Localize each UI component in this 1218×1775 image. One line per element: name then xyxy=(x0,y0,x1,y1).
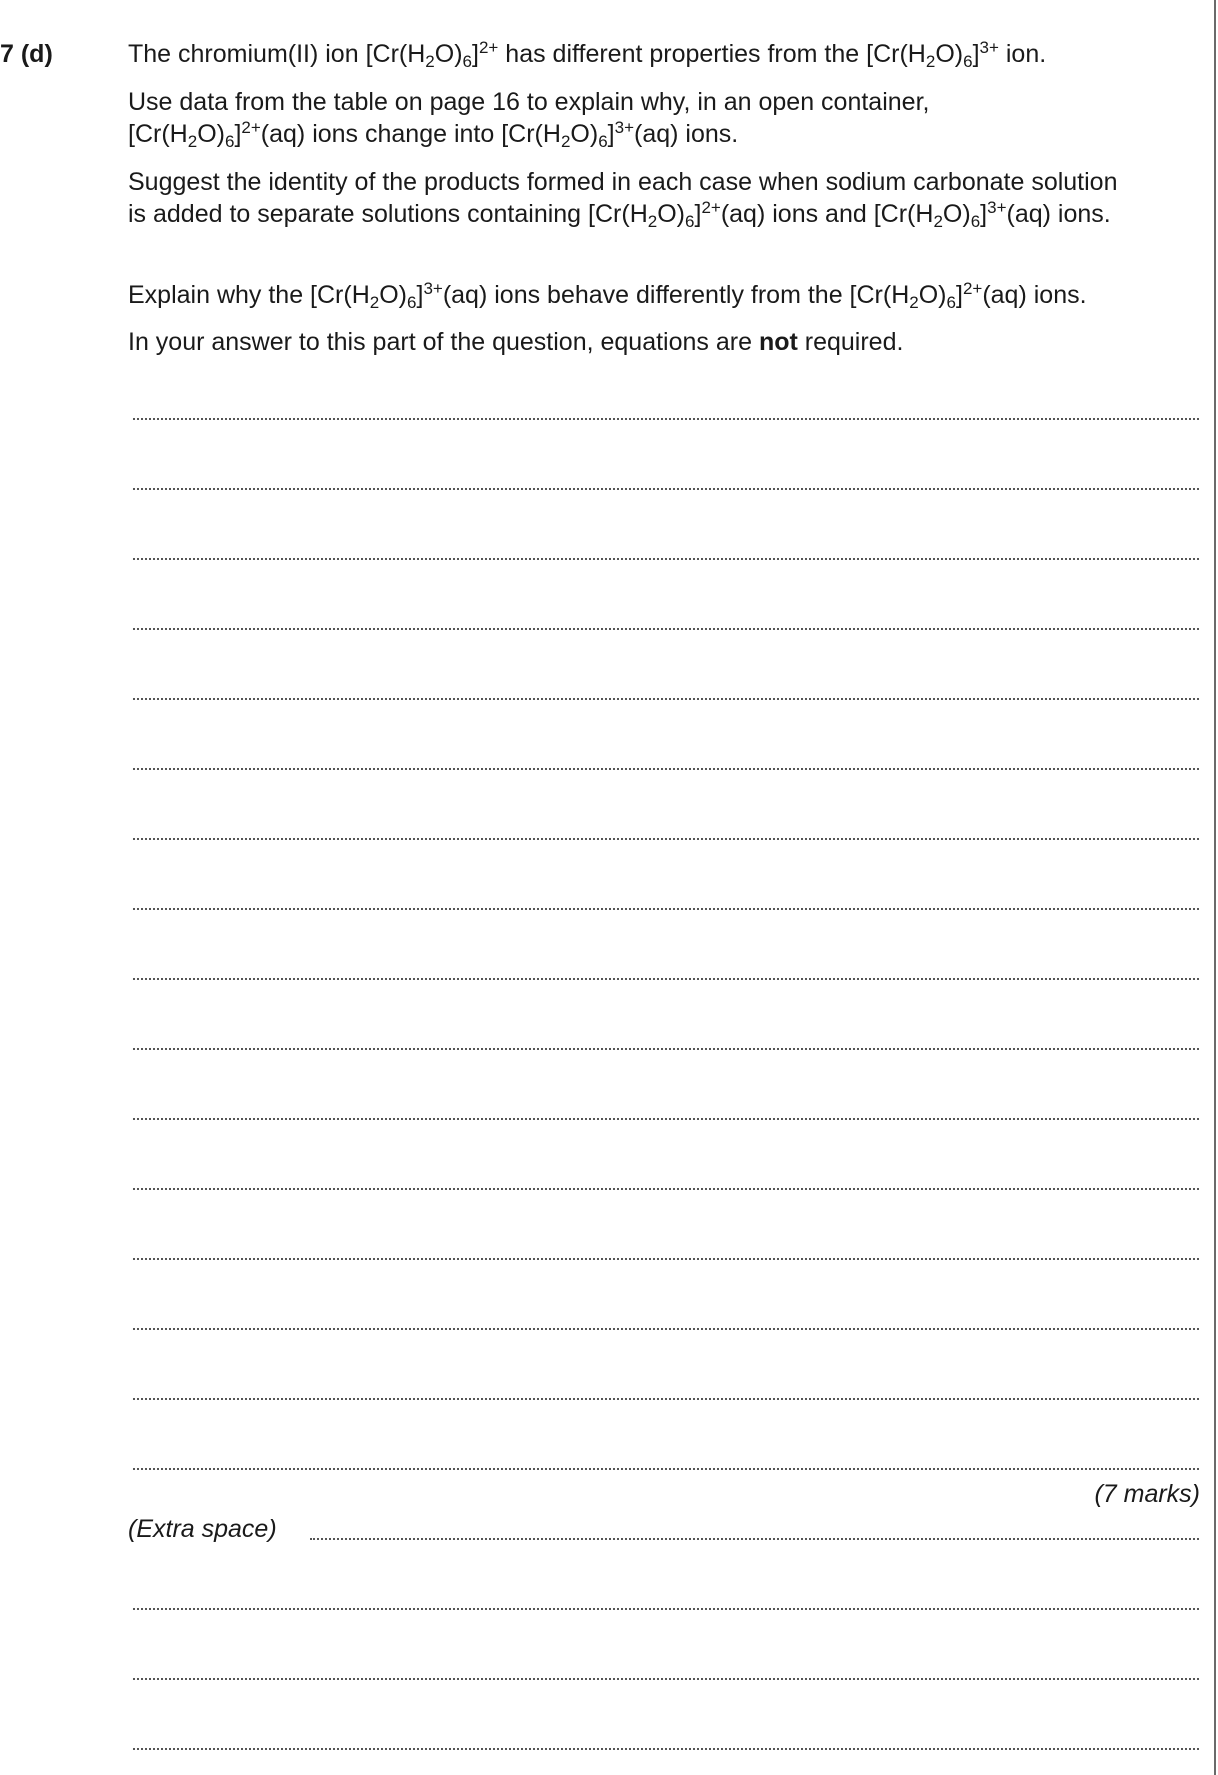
answer-line[interactable] xyxy=(133,1468,1199,1470)
answer-line[interactable] xyxy=(133,488,1199,490)
extra-space-label: (Extra space) xyxy=(128,1515,277,1543)
extra-answer-line[interactable] xyxy=(133,1608,1199,1610)
question-behaviour-text: Explain why the $[Cr(H_2O)_6]^{3+}(aq)$ ions behave differently from the $[Cr(H_2O)_6]^{2+}(aq)$ ions. xyxy=(128,279,1087,312)
answer-line[interactable] xyxy=(133,908,1199,910)
question-number: 7 (d) xyxy=(0,40,53,68)
answer-line[interactable] xyxy=(133,1048,1199,1050)
extra-answer-line[interactable] xyxy=(310,1538,1199,1540)
answer-line[interactable] xyxy=(133,978,1199,980)
page-edge-line xyxy=(1214,0,1216,1775)
answer-line[interactable] xyxy=(133,1328,1199,1330)
answer-line[interactable] xyxy=(133,1118,1199,1120)
answer-line[interactable] xyxy=(133,628,1199,630)
answer-line[interactable] xyxy=(133,838,1199,840)
answer-line[interactable] xyxy=(133,418,1199,420)
extra-answer-line[interactable] xyxy=(133,1678,1199,1680)
question-intro-text: The chromium(II) ion $[Cr(H_2O)_6]^{2+}$ has different properties from the $[Cr(H_2O)_6]^{3+}$ ion. xyxy=(128,38,1047,71)
question-note-text: In your answer to this part of the question, equations are not required. xyxy=(128,328,904,356)
answer-line[interactable] xyxy=(133,698,1199,700)
answer-line[interactable] xyxy=(133,1258,1199,1260)
answer-line[interactable] xyxy=(133,768,1199,770)
marks-label: (7 marks) xyxy=(1094,1480,1200,1508)
answer-line[interactable] xyxy=(133,558,1199,560)
question-explain-text: Use data from the table on page 16 to explain why, in an open container, $[Cr(H_2O)_6]^{2+}(aq)$ ions change into $[Cr(H_2O)_6]^{3+}(aq)$ ions. xyxy=(128,88,930,151)
extra-answer-line[interactable] xyxy=(133,1748,1199,1750)
answer-line[interactable] xyxy=(133,1398,1199,1400)
question-suggest-text: Suggest the identity of the products formed in each case when sodium carbonate solution is added to separate solutions containing $[Cr(H_2O)_6]^{2+}(aq)$ ions and $[Cr(H_2O)_6]^{3+}(aq)$ ions. xyxy=(128,168,1118,231)
answer-line[interactable] xyxy=(133,1188,1199,1190)
